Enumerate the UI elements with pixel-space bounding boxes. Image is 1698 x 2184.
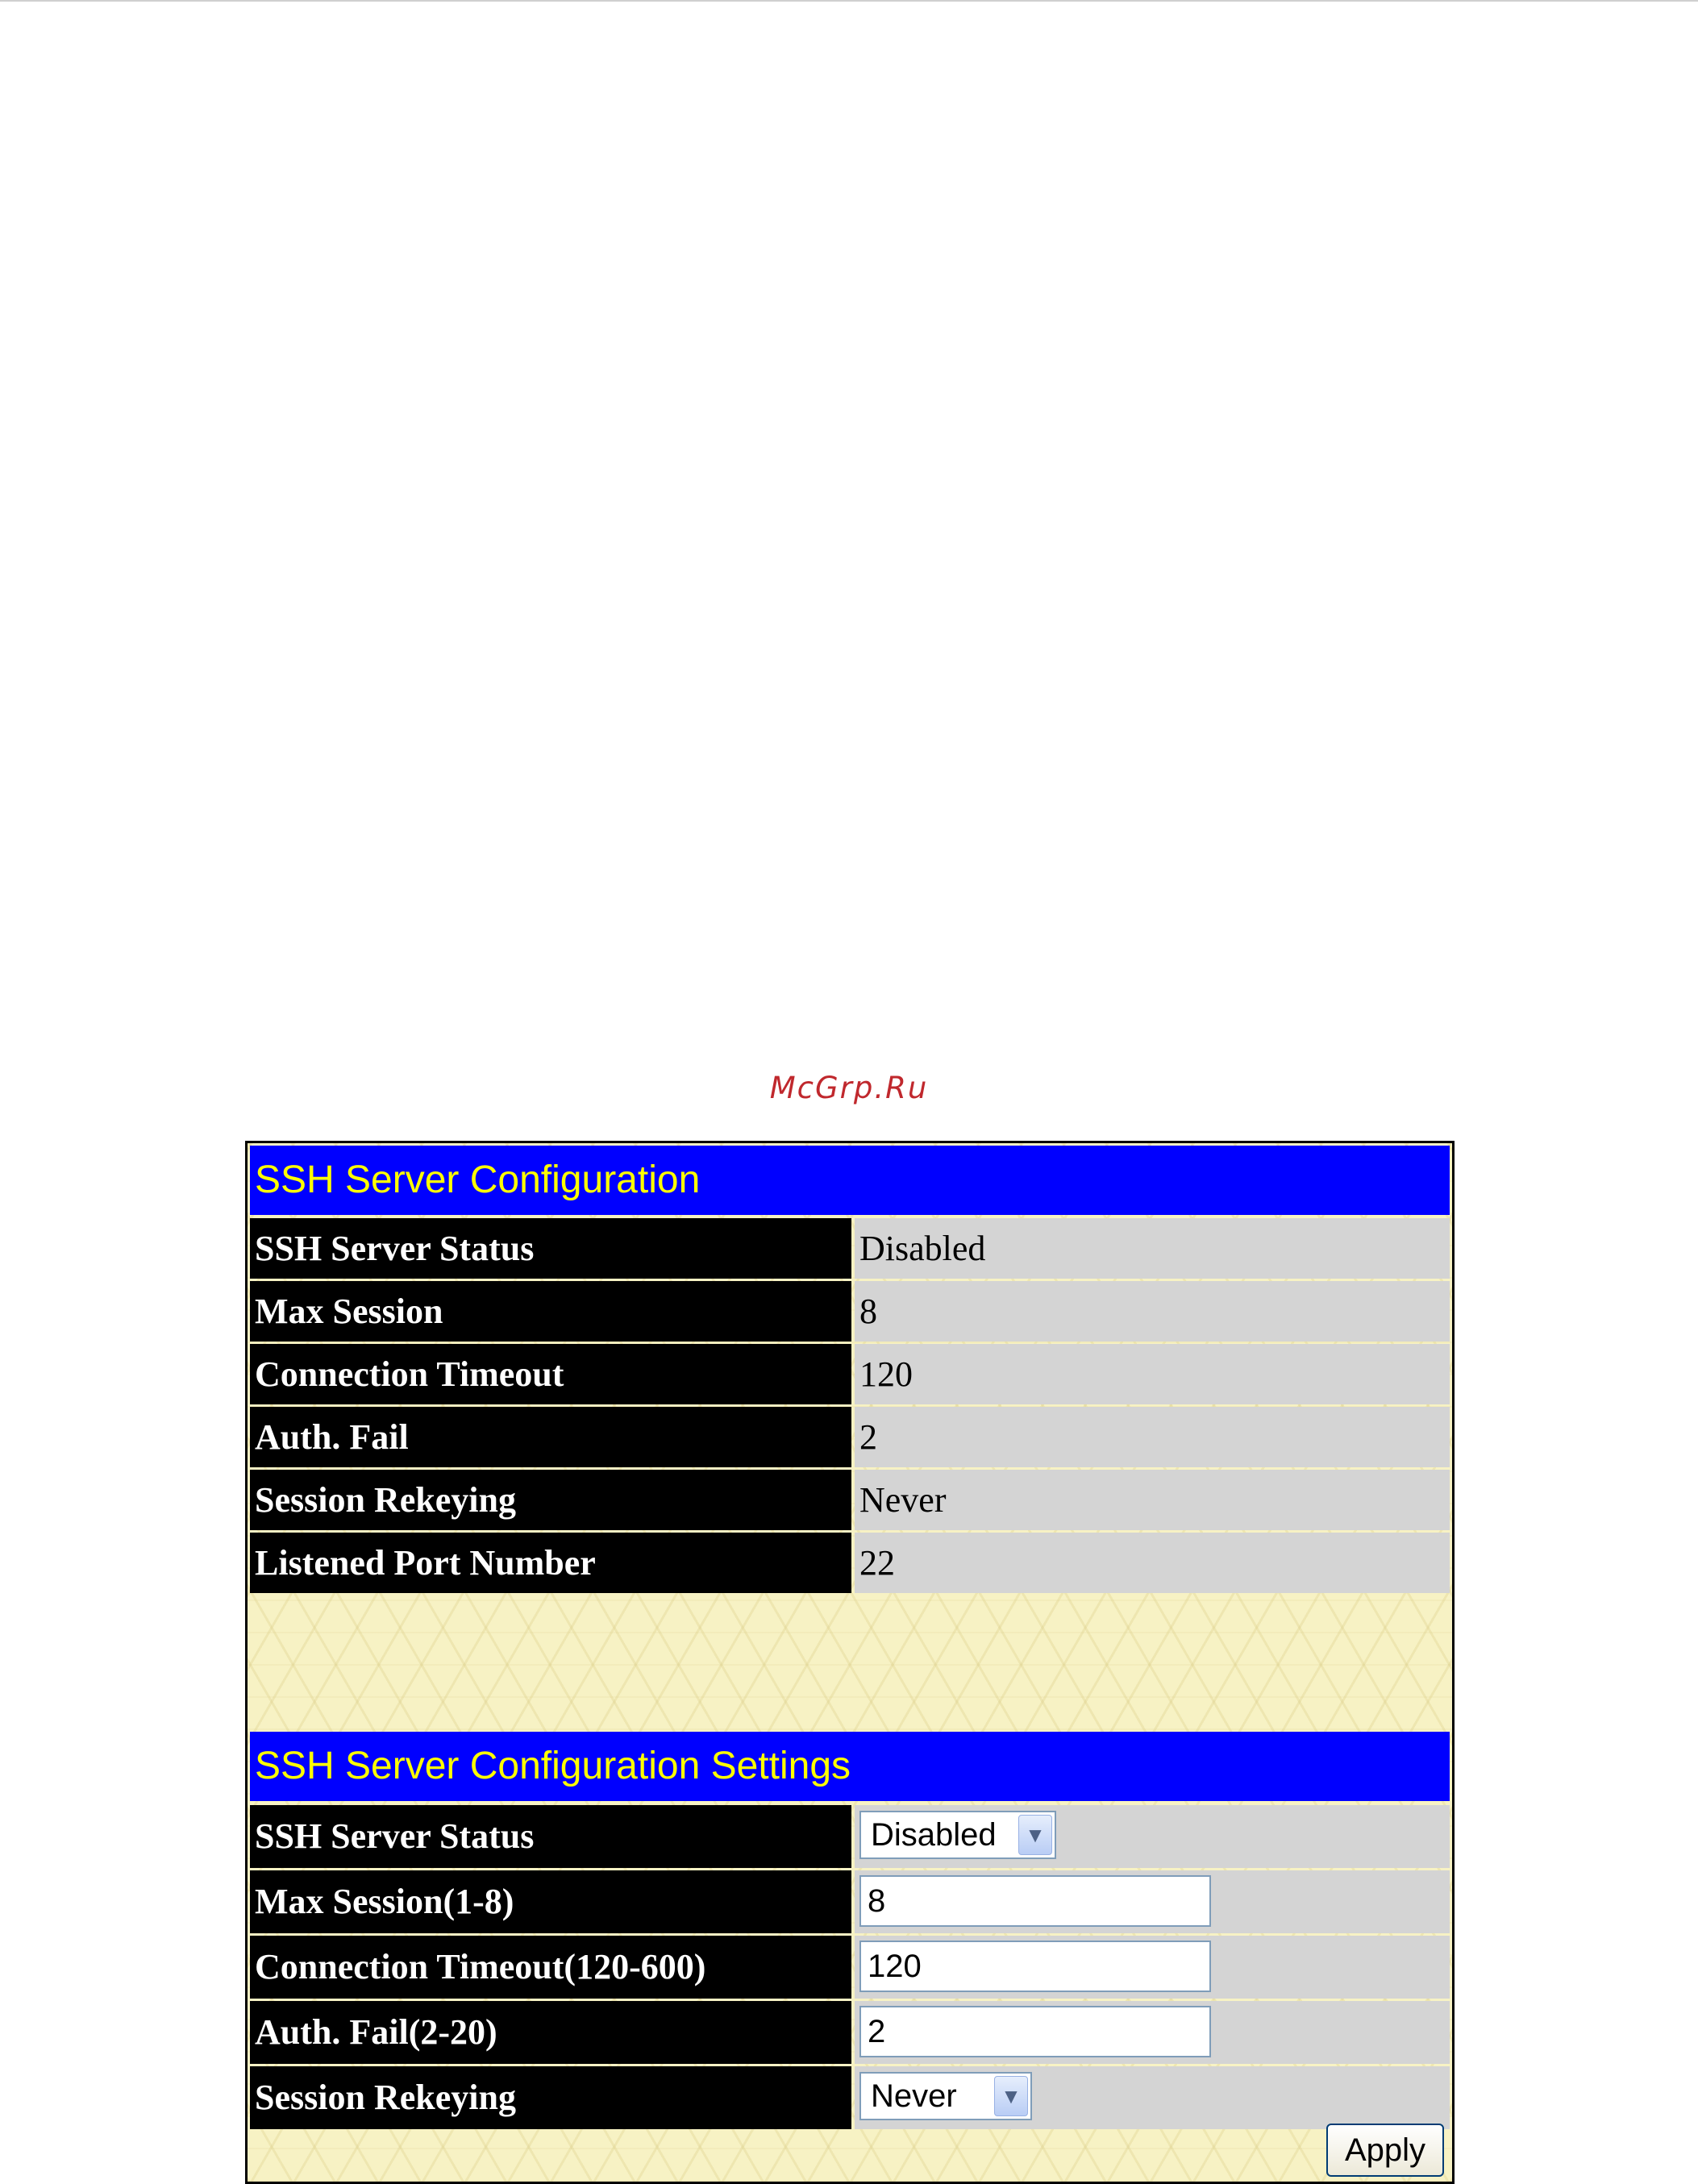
apply-button[interactable]: Apply xyxy=(1326,2124,1444,2177)
status-row-label: SSH Server Status xyxy=(250,1218,851,1279)
settings-row-value-cell xyxy=(855,1870,1450,1933)
status-row-connection-timeout xyxy=(250,1344,1450,1404)
settings-row-connection-timeout xyxy=(250,1936,1450,1999)
settings-row-server-status xyxy=(250,1805,1450,1868)
watermark-text: McGrp.Ru xyxy=(769,1071,929,1105)
status-row-label: Connection Timeout xyxy=(250,1344,851,1404)
status-row-label: Auth. Fail xyxy=(250,1407,851,1467)
status-row-value: 2 xyxy=(855,1407,1450,1467)
server-status-select[interactable] xyxy=(859,1811,1056,1859)
session-rekeying-select[interactable] xyxy=(859,2072,1032,2120)
settings-row-value-cell xyxy=(855,2001,1450,2064)
status-row-value: 120 xyxy=(855,1344,1450,1404)
status-row-auth-fail xyxy=(250,1407,1450,1467)
settings-row-value-cell xyxy=(855,1936,1450,1999)
settings-section-title: SSH Server Configuration Settings xyxy=(250,1732,1450,1801)
status-row-max-session xyxy=(250,1281,1450,1342)
settings-row-session-rekeying xyxy=(250,2066,1450,2129)
settings-row-auth-fail xyxy=(250,2001,1450,2064)
status-row-value: 8 xyxy=(855,1281,1450,1342)
status-row-session-rekeying xyxy=(250,1470,1450,1530)
settings-row-value-cell xyxy=(855,1805,1450,1868)
status-row-label: Session Rekeying xyxy=(250,1470,851,1530)
session-rekeying-selected-value: Never xyxy=(871,2078,957,2114)
ssh-config-panel xyxy=(245,1141,1455,2184)
status-row-label: Listened Port Number xyxy=(250,1533,851,1593)
server-status-selected-value: Disabled xyxy=(871,1817,997,1853)
settings-row-label: Max Session(1-8) xyxy=(250,1870,851,1933)
top-divider xyxy=(0,0,1698,2)
chevron-down-icon[interactable]: ▼ xyxy=(994,2076,1028,2116)
auth-fail-input[interactable] xyxy=(859,2006,1211,2057)
status-row-label: Max Session xyxy=(250,1281,851,1342)
status-row-value: Never xyxy=(855,1470,1450,1530)
status-row-value: Disabled xyxy=(855,1218,1450,1279)
status-row-listened-port xyxy=(250,1533,1450,1593)
settings-row-max-session xyxy=(250,1870,1450,1933)
status-section-title: SSH Server Configuration xyxy=(250,1146,1450,1215)
settings-row-label: Session Rekeying xyxy=(250,2066,851,2129)
settings-row-label: Auth. Fail(2-20) xyxy=(250,2001,851,2064)
max-session-input[interactable] xyxy=(859,1875,1211,1927)
status-row-value: 22 xyxy=(855,1533,1450,1593)
connection-timeout-input[interactable] xyxy=(859,1941,1211,1992)
chevron-down-icon[interactable]: ▼ xyxy=(1018,1815,1052,1855)
status-row-server-status xyxy=(250,1218,1450,1279)
settings-row-label: SSH Server Status xyxy=(250,1805,851,1868)
settings-row-label: Connection Timeout(120-600) xyxy=(250,1936,851,1999)
settings-row-value-cell xyxy=(855,2066,1450,2129)
